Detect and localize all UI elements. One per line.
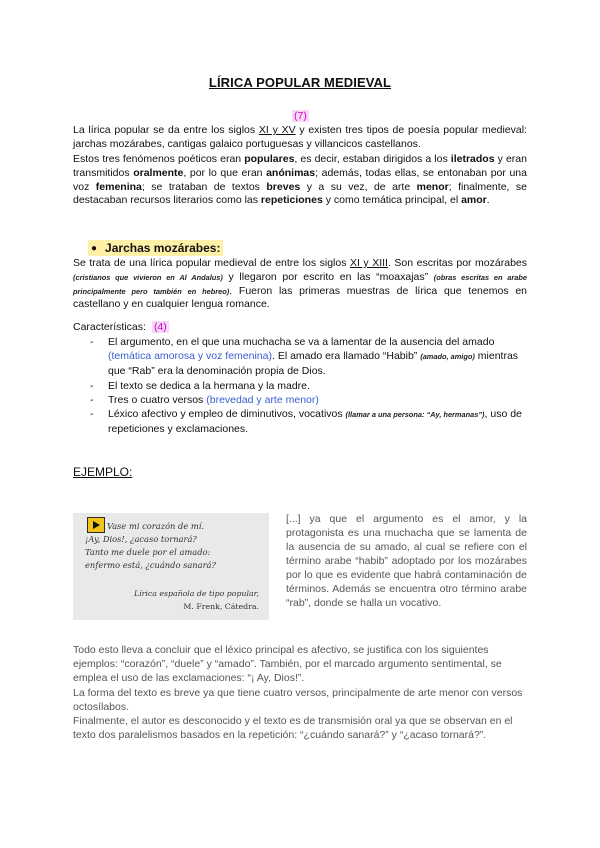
poem-credit: Lírica española de tipo popular, M. Frenk, Cátedra. bbox=[133, 589, 259, 611]
intro-badge: (7) bbox=[294, 110, 307, 122]
poem-line: Vase mi corazón de mí. bbox=[107, 521, 205, 531]
example-analysis: [...] ya que el argumento es el amor, y la protagonista es una muchacha que se lamenta de la ausencia de su amado, al cual se refiere con el término arabe “habib” adoptado por los mozárabes por lo que es evidente que habrá contaminación de términos. Además se encuentra otro término arabe “rab”, donde se halla un vocativo. bbox=[286, 513, 527, 609]
list-item: - Léxico afectivo y empleo de diminutivos, vocativos (llamar a una persona: “Ay, hermanas”), uso de repeticiones y exclamaciones. bbox=[90, 408, 522, 436]
conclusion-paragraph: Todo esto lleva a concluir que el léxico principal es afectivo, se justifica con los siguientes ejemplos: “corazón”, “duele” y “amado”. También, por el marcado argumento sentimental, se emplea el uso de las exclamaciones: “¡ Ay, Dios!”. bbox=[73, 644, 502, 685]
jarchas-paragraph: Se trata de una lírica popular medieval de entre los siglos XI y XIII. Son escritas por mozárabes (cristianos que vivieron en Al Andalus) y llegaron por escrito en las “moaxajas” (obras escritas en arabe principalmente pero también en hebreo). Fueron las primeras muestras de lírica que tenemos en castellano y en cualquier lengua romance. bbox=[73, 257, 528, 311]
caracteristicas-label: Características: (4) bbox=[73, 321, 167, 333]
centuries-range: XI y XV bbox=[258, 124, 296, 136]
ejemplo-heading: EJEMPLO: bbox=[73, 465, 133, 479]
page-title: LÍRICA POPULAR MEDIEVAL bbox=[208, 75, 392, 90]
poem-line: Tanto me duele por el amado: bbox=[85, 547, 211, 557]
conclusion-paragraph: Finalmente, el autor es desconocido y el texto es de transmisión oral ya que se observan en el texto dos paralelismos basados en la repetición: “¿cuándo sanará?” y “¿acaso tornará?”. bbox=[73, 715, 513, 742]
poem-lines bbox=[85, 520, 265, 572]
poem-line: ¡Ay, Dios!, ¿acaso tornará? bbox=[85, 534, 197, 544]
jarchas-centuries: XI y XIII bbox=[349, 257, 388, 269]
intro-paragraph-2: Estos tres fenómenos poéticos eran populares, es decir, estaban dirigidos a los iletrados y eran transmitidos oralmente, por lo que eran anónimas; además, todas ellas, se entonaban por una voz femenina; se trataban de textos breves y a su vez, de arte menor; finalmente, se destacaban recursos literarios como las repeticiones y como temática principal, el amor. bbox=[73, 153, 527, 207]
list-item: - Tres o cuatro versos (brevedad y arte menor) bbox=[90, 393, 319, 406]
note-cristianos: (cristianos que vivieron en Al Andalus) bbox=[73, 272, 223, 282]
conclusion-paragraph: La forma del texto es breve ya que tiene cuatro versos, principalmente de arte menor con versos octosílabos. bbox=[73, 686, 523, 713]
poem-image bbox=[73, 513, 269, 620]
conclusion bbox=[73, 643, 528, 742]
caracteristicas-list bbox=[73, 335, 533, 436]
jarchas-heading: ● Jarchas mozárabes: bbox=[88, 240, 223, 256]
list-item: - El texto se dedica a la hermana y la madre. bbox=[90, 379, 310, 392]
intro-paragraph-1: La lírica popular se da entre los siglos XI y XV y existen tres tipos de poesía popular medieval: jarchas mozárabes, cantigas galaico portuguesas y villancicos castellanos. bbox=[73, 124, 527, 150]
list-item: - El argumento, en el que una muchacha se va a lamentar de la ausencia del amado (temática amorosa y voz femenina). El amado era llamado “Habib” (amado, amigo) mientras que “Rab” era la denominación propia de Dios. bbox=[90, 336, 519, 378]
bullet-icon: ● bbox=[91, 243, 98, 254]
poem-line: enfermo está, ¿cuándo sanará? bbox=[85, 560, 216, 570]
caracteristicas-badge: (4) bbox=[153, 321, 167, 333]
note-moaxajas: (obras escritas en arabe principalmente pero también en hebreo) bbox=[73, 272, 527, 296]
